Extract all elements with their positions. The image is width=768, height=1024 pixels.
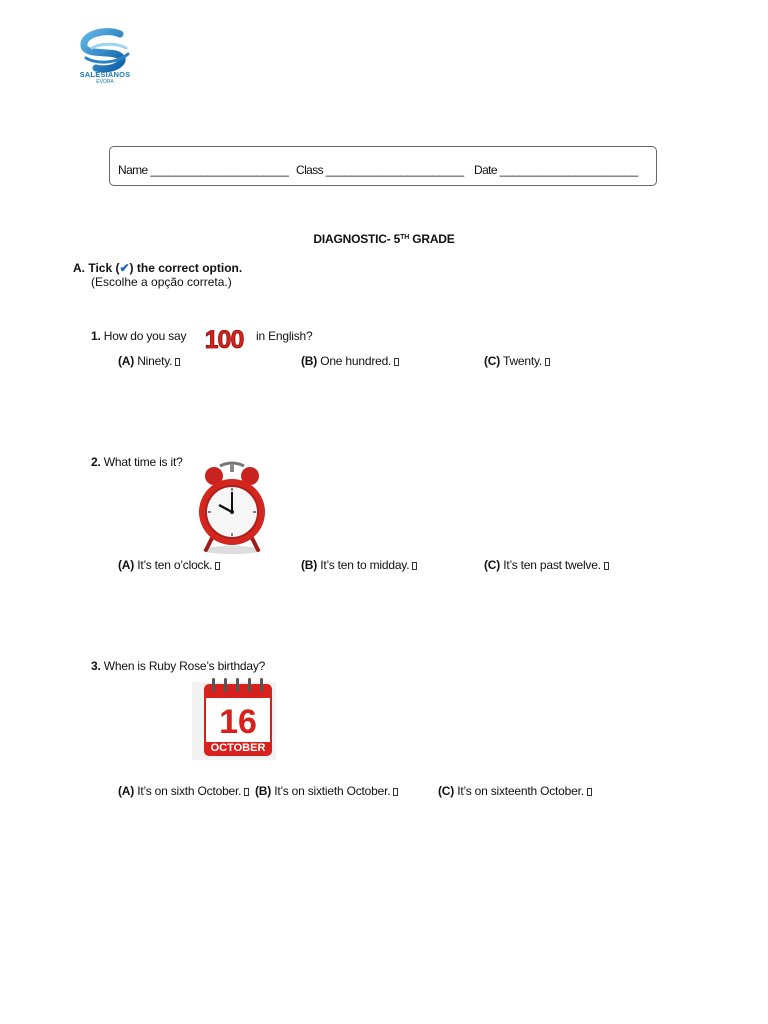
date-blank: ______________________: [499, 163, 638, 177]
class-field[interactable]: [296, 163, 464, 177]
option-letter: (B): [301, 558, 318, 572]
option-text: It’s on sixth October.: [137, 784, 242, 798]
section-a-heading: [73, 261, 242, 275]
name-label: Name: [118, 163, 148, 177]
question-text: How do you say: [103, 329, 187, 343]
option-text: Ninety.: [137, 354, 173, 368]
option-letter: (C): [484, 354, 501, 368]
question-2: [91, 455, 183, 469]
question-number: 2.: [91, 455, 101, 469]
option-text: One hundred.: [320, 354, 392, 368]
option-text: Twenty.: [502, 354, 543, 368]
question-number: 3.: [91, 659, 101, 673]
option-letter: (A): [118, 784, 135, 798]
checkbox-icon[interactable]: [215, 562, 220, 570]
date-label: Date: [474, 163, 497, 177]
title-rest: GRADE: [409, 232, 455, 246]
name-blank: ______________________: [150, 163, 289, 177]
question-3-option-b[interactable]: [255, 784, 398, 798]
section-a-label: A. Tick (: [73, 261, 120, 275]
tick-icon: ✔: [119, 261, 130, 275]
calendar-month: OCTOBER: [210, 742, 266, 754]
option-letter: (B): [301, 354, 318, 368]
title-sup: TH: [400, 234, 410, 241]
logo-text: SALESIANOS: [79, 70, 131, 79]
checkbox-icon[interactable]: [394, 358, 399, 366]
section-a-subtitle: (Escolhe a opção correta.): [91, 275, 232, 289]
checkbox-icon[interactable]: [244, 788, 249, 796]
option-letter: (B): [255, 784, 272, 798]
number-100-text: 100: [204, 326, 244, 353]
question-3: [91, 659, 265, 673]
option-letter: (C): [484, 558, 501, 572]
option-letter: (A): [118, 354, 135, 368]
option-text: It’s on sixteenth October.: [457, 784, 584, 798]
page-title: [0, 232, 768, 246]
option-text: It’s ten to midday.: [320, 558, 410, 572]
title-main: DIAGNOSTIC- 5: [313, 232, 401, 246]
section-a-label-post: ) the correct option.: [129, 261, 243, 275]
calendar-icon: [192, 676, 276, 760]
question-3-option-c[interactable]: [438, 784, 592, 798]
option-text: It’s ten o’clock.: [137, 558, 213, 572]
class-label: Class: [296, 163, 324, 177]
logo-subtext: ÉVORA: [96, 79, 114, 85]
checkbox-icon[interactable]: [175, 358, 180, 366]
question-text: What time is it?: [103, 455, 183, 469]
class-blank: ______________________: [325, 163, 464, 177]
name-field[interactable]: [118, 163, 288, 177]
question-2-option-c[interactable]: [484, 558, 609, 572]
date-field[interactable]: [474, 163, 638, 177]
question-1: [91, 329, 186, 343]
question-2-option-a[interactable]: [118, 558, 220, 572]
checkbox-icon[interactable]: [545, 358, 550, 366]
option-letter: (A): [118, 558, 135, 572]
checkbox-icon[interactable]: [412, 562, 417, 570]
question-number: 1.: [91, 329, 101, 343]
question-1-option-c[interactable]: [484, 354, 550, 368]
option-letter: (C): [438, 784, 455, 798]
alarm-clock-icon: [192, 460, 272, 556]
question-1-option-b[interactable]: [301, 354, 399, 368]
question-2-option-b[interactable]: [301, 558, 417, 572]
question-text: When is Ruby Rose’s birthday?: [103, 659, 266, 673]
checkbox-icon[interactable]: [393, 788, 398, 796]
question-1-option-a[interactable]: [118, 354, 180, 368]
checkbox-icon[interactable]: [604, 562, 609, 570]
checkbox-icon[interactable]: [587, 788, 592, 796]
option-text: It’s ten past twelve.: [503, 558, 601, 572]
calendar-day: 16: [219, 703, 257, 741]
option-text: It’s on sixtieth October.: [274, 784, 391, 798]
question-1-after: in English?: [256, 329, 313, 343]
number-100-image: [193, 325, 255, 353]
question-3-option-a[interactable]: [118, 784, 249, 798]
